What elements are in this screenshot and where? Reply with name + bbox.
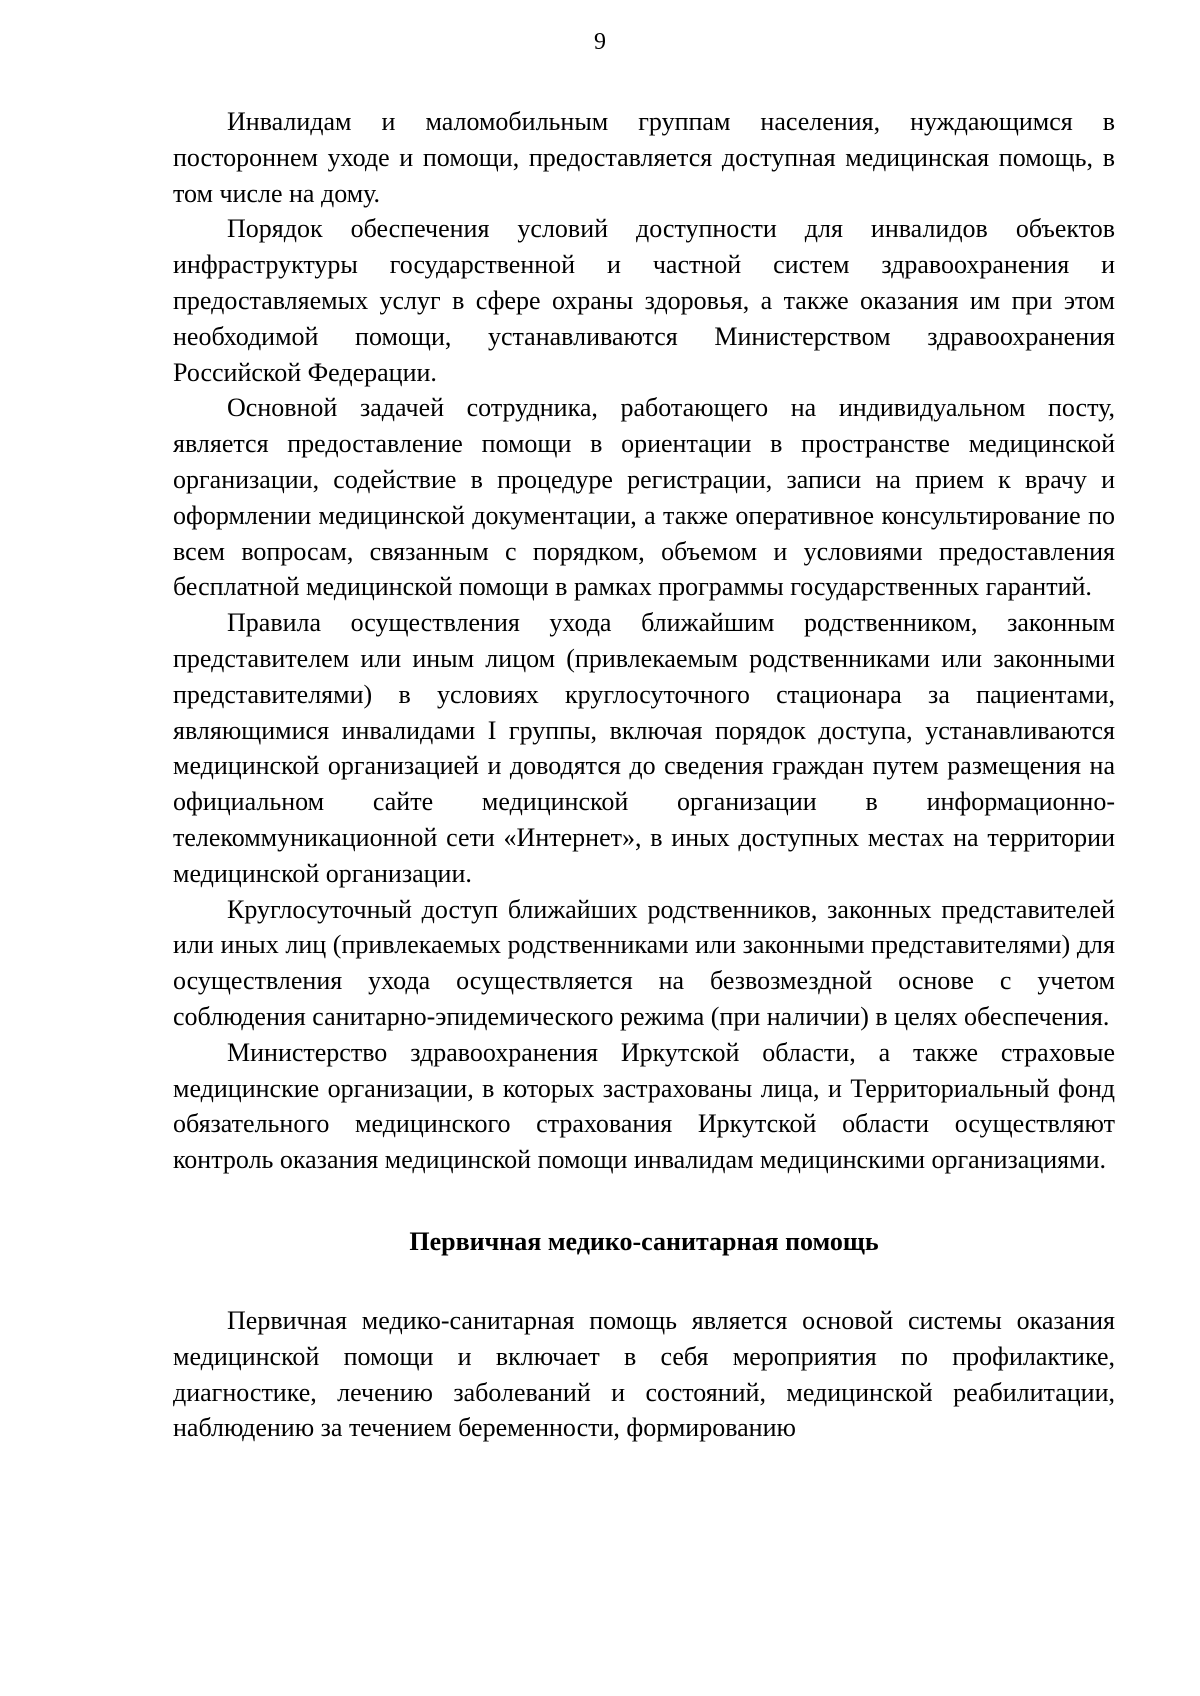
- paragraph-care-rules: Правила осуществления ухода ближайшим родственником, законным представителем или иным лицом (привлекаемым родственниками или законными представителями) в условиях круглосуточного стационара за пациентами, являющимися инвалидами I группы, включая порядок доступа, устанавливаются медицинской организацией и доводятся до сведения граждан путем размещения на официальном сайте медицинской организации в информационно-телекоммуникационной сети «Интернет», в иных доступных местах на территории медицинской организации.: [173, 608, 1115, 888]
- paragraph-disabled-care: Инвалидам и маломобильным группам населения, нуждающимся в постороннем уходе и помощи, предоставляется доступная медицинская помощь, в том числе на дому.: [173, 107, 1115, 208]
- page-number: 9: [594, 29, 606, 55]
- paragraph-round-the-clock-access: Круглосуточный доступ ближайших родственников, законных представителей или иных лиц (привлекаемых родственниками или законными представителями) для осуществления ухода осуществляется на безвозмездной основе с учетом соблюдения санитарно-эпидемического режима (при наличии) в целях обеспечения.: [173, 894, 1115, 1031]
- paragraph-accessibility-order: Порядок обеспечения условий доступности для инвалидов объектов инфраструктуры государственной и частной систем здравоохранения и предоставляемых услуг в сфере охраны здоровья, а также оказания им при этом необходимой помощи, устанавливаются Министерством здравоохранения Российской Федерации.: [173, 214, 1115, 387]
- document-body: [173, 104, 1115, 1446]
- paragraph-ministry-control: Министерство здравоохранения Иркутской области, а также страховые медицинские организации, в которых застрахованы лица, и Территориальный фонд обязательного медицинского страхования Иркутской области осуществляют контроль оказания медицинской помощи инвалидам медицинскими организациями.: [173, 1037, 1115, 1175]
- paragraph-staff-task: Основной задачей сотрудника, работающего на индивидуальном посту, является предоставление помощи в ориентации в пространстве медицинской организации, содействие в процедуре регистрации, записи на прием к врачу и оформлении медицинской документации, а также оперативное консультирование по всем вопросам, связанным с порядком, объемом и условиями предоставления бесплатной медицинской помощи в рамках программы государственных гарантий.: [173, 393, 1115, 602]
- paragraph-primary-care: Первичная медико-санитарная помощь является основой системы оказания медицинской помощи и включает в себя мероприятия по профилактике, диагностике, лечению заболеваний и состояний, медицинской реабилитации, наблюдению за течением беременности, формированию: [173, 1305, 1115, 1443]
- section-heading: Первичная медико-санитарная помощь: [409, 1226, 879, 1256]
